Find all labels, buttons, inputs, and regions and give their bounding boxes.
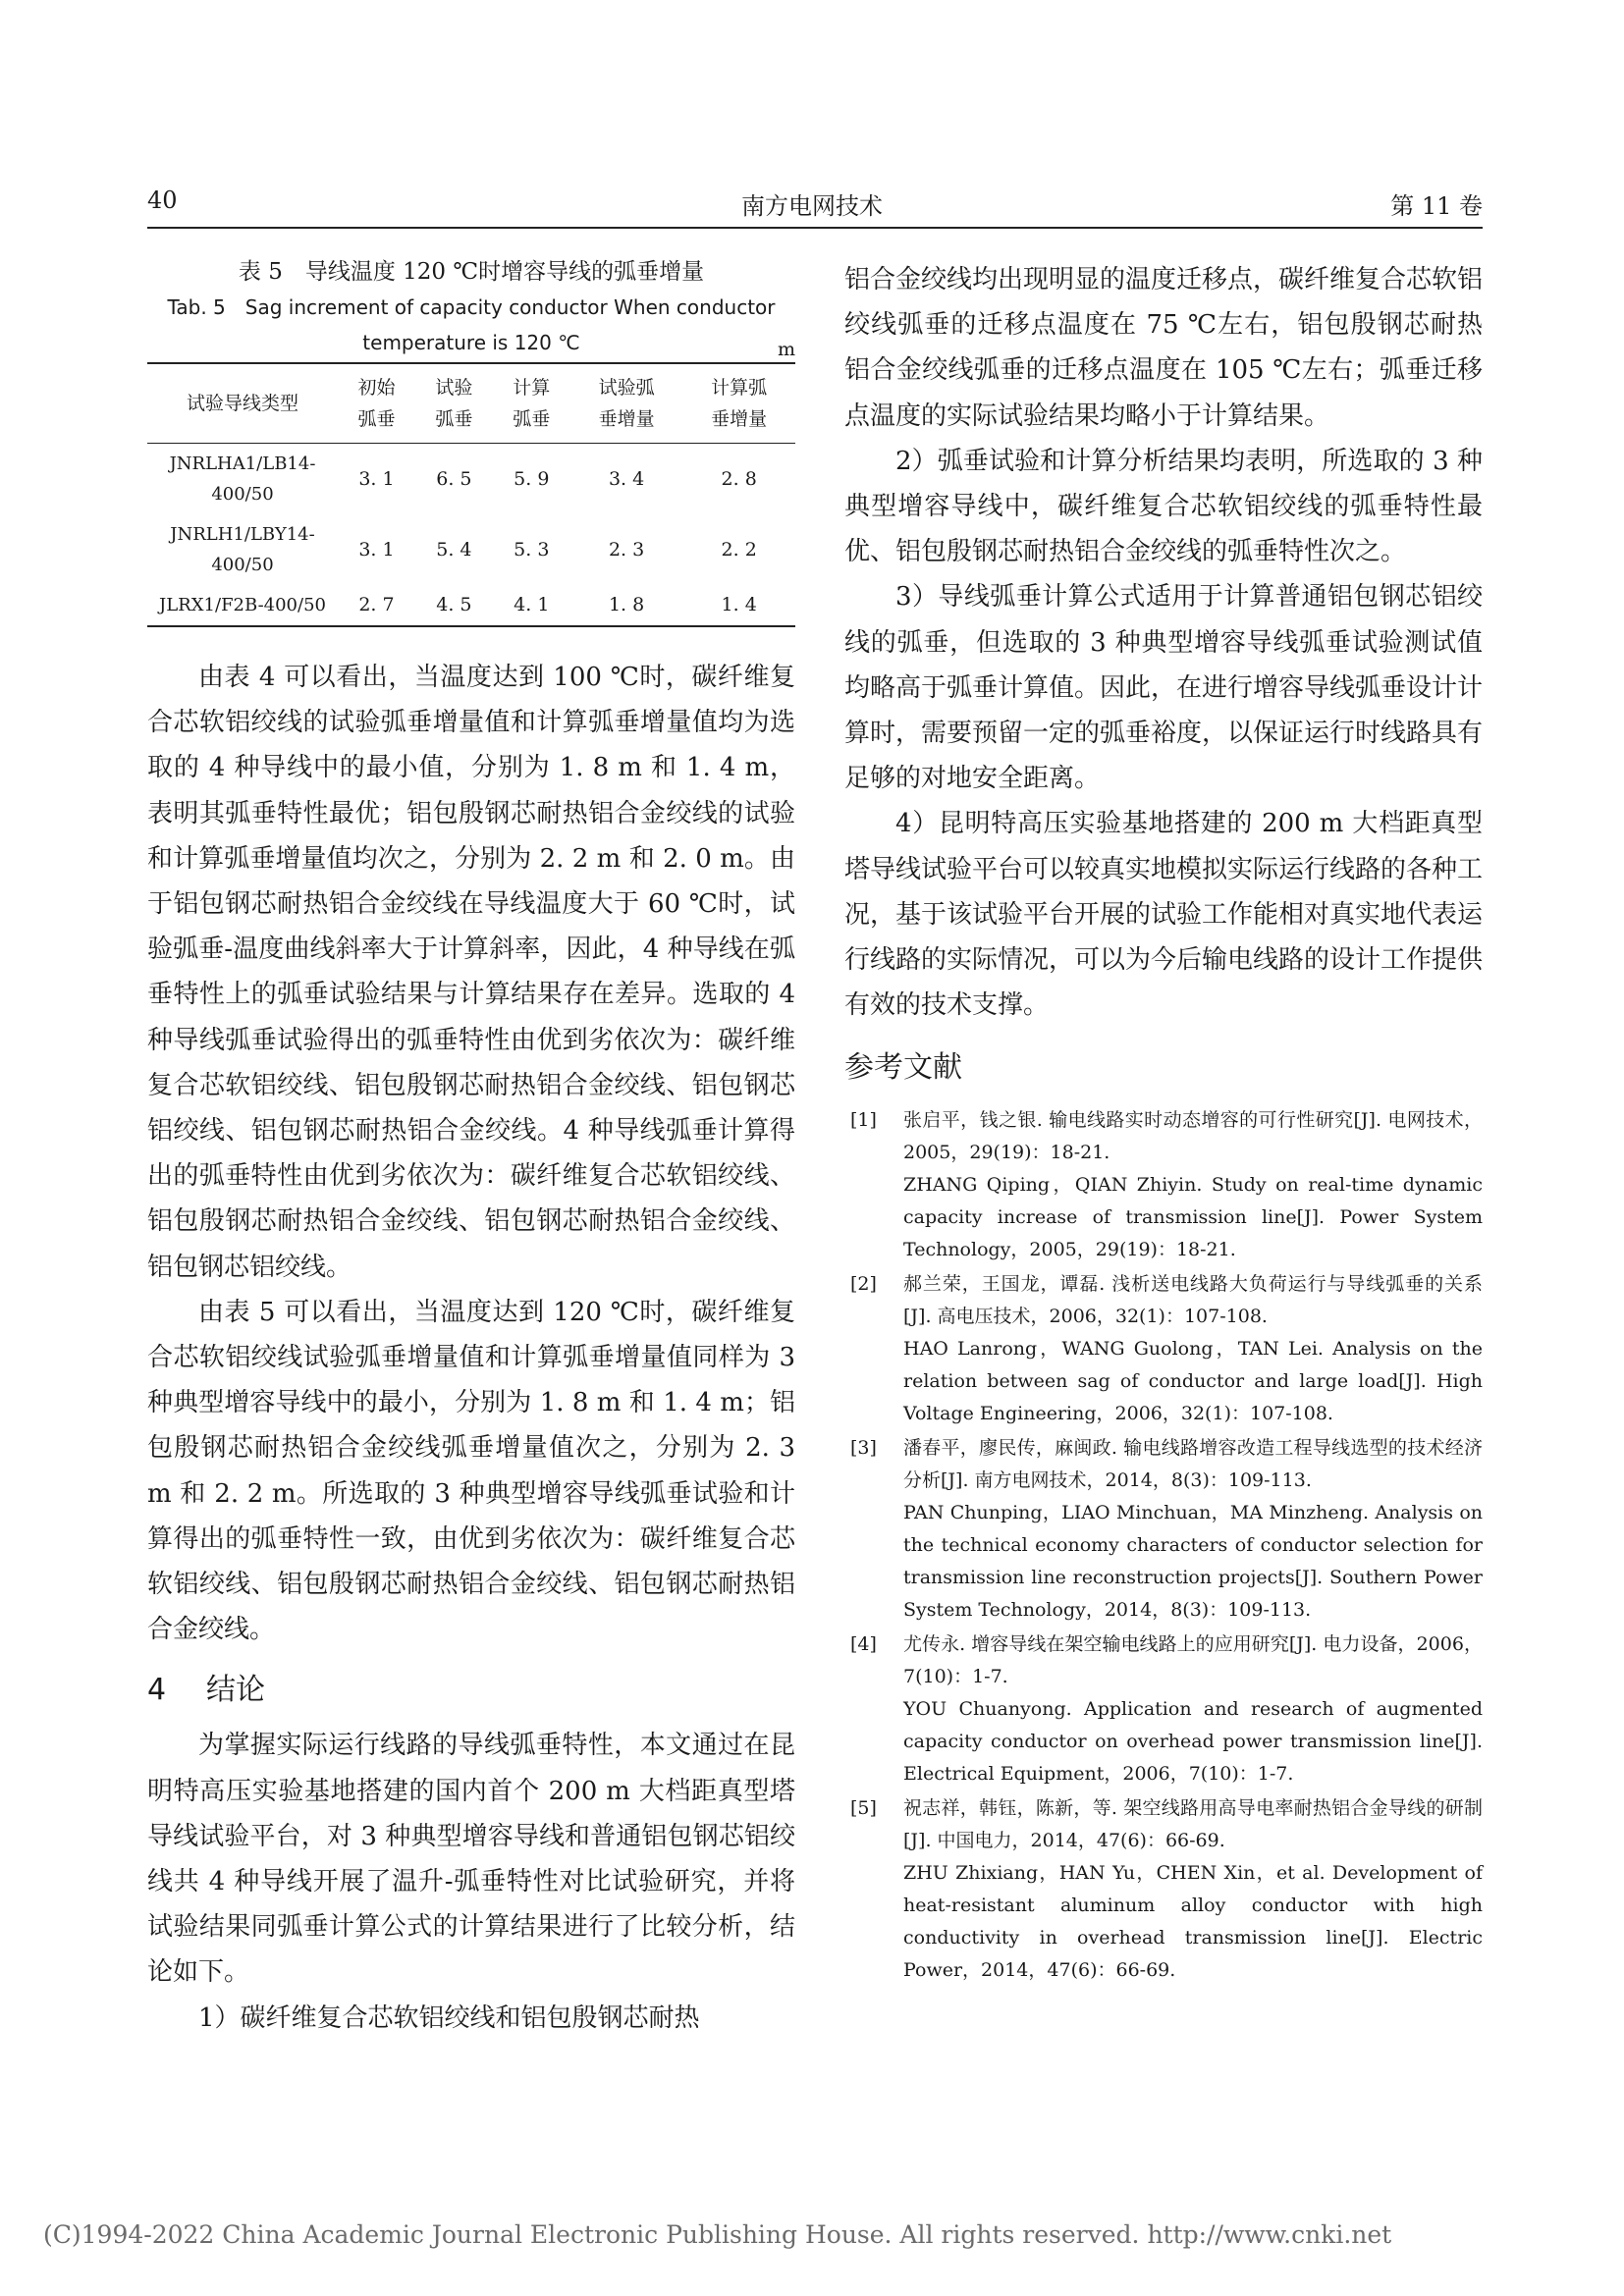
reference-en: HAO Lanrong，WANG Guolong，TAN Lei. Analysis on the relation between sag of conductor and large load[J]. High Voltage Engineering，2006，32(1)：107-108. — [903, 1338, 1483, 1425]
reference-item — [844, 1629, 1483, 1790]
left-column — [147, 253, 795, 2041]
reference-body — [903, 1792, 1483, 1987]
paragraph: 由表 4 可以看出，当温度达到 100 ℃时，碳纤维复合芯软铝绞线的试验弧垂增量值和计算弧垂增量值均为选取的 4 种导线中的最小值，分别为 1. 8 m 和 1. 4 m，表明其弧垂特性最优；铝包殷钢芯耐热铝合金绞线的试验和计算弧垂增量值均次之，分别为 2. 2 m 和 2. 0 m。由于铝包钢芯耐热铝合金绞线在导线温度大于 60 ℃时，试验弧垂-温度曲线斜率大于计算斜率，因此，4 种导线在弧垂特性上的弧垂试验结果与计算结果存在差异。选取的 4 种导线弧垂试验得出的弧垂特性由优到劣依次为：碳纤维复合芯软铝绞线、铝包殷钢芯耐热铝合金绞线、铝包钢芯铝绞线、铝包钢芯耐热铝合金绞线。4 种导线弧垂计算得出的弧垂特性由优到劣依次为：碳纤维复合芯软铝绞线、铝包殷钢芯耐热铝合金绞线、铝包钢芯耐热铝合金绞线、铝包钢芯铝绞线。 — [147, 663, 795, 1282]
reference-item — [844, 1104, 1483, 1266]
table-body — [147, 444, 795, 627]
reference-cn: 尤传永. 增容导线在架空输电线路上的应用研究[J]. 电力设备，2006，7(10)：1-7. — [903, 1633, 1483, 1688]
table-cell-value: 2. 2 — [721, 538, 757, 561]
table-cell-conductor: JLRX1/F2B-400/50 — [159, 595, 326, 615]
right-text-block — [844, 257, 1483, 1028]
reference-cn: 祝志祥，韩钰，陈新，等. 架空线路用高导电率耐热铝合金导线的研制[J]. 中国电力，2014，47(6)：66-69. — [903, 1797, 1483, 1852]
table-cell-value: 5. 9 — [514, 467, 550, 490]
paragraph: 3）导线弧垂计算公式适用于计算普通铝包钢芯铝绞线的弧垂，但选取的 3 种典型增容导线弧垂试验测试值均略高于弧垂计算值。因此，在进行增容导线弧垂设计计算时，需要预留一定的弧垂裕度，以保证运行时线路具有足够的对地安全距离。 — [844, 582, 1484, 794]
table-cell-value: 3. 1 — [358, 538, 395, 561]
journal-name: 南方电网技术 — [741, 192, 883, 220]
table-row — [147, 444, 795, 515]
table-header-cell: 试验弧 垂增量 — [598, 377, 655, 430]
table-cell-value: 2. 3 — [608, 538, 645, 561]
section-4-text — [147, 1723, 795, 2040]
table-header-cell: 计算 弧垂 — [513, 377, 551, 430]
section-number: 4 — [147, 1673, 167, 1708]
right-column — [844, 257, 1483, 1989]
copyright-footer: (C)1994-2022 China Academic Journal Electronic Publishing House. All rights reserved. http://www.cnki.net — [43, 2220, 1392, 2249]
page-number: 40 — [147, 187, 178, 214]
table-header-cell: 试验导线类型 — [186, 393, 298, 414]
table-header-cell: 初始 弧垂 — [357, 377, 396, 430]
references-title: 参考文献 — [844, 1050, 962, 1086]
header-rule — [147, 227, 1483, 229]
paragraph: 4）昆明特高压实验基地搭建的 200 m 大档距真型塔导线试验平台可以较真实地模拟实际运行线路的各种工况，基于该试验平台开展的试验工作能相对真实地代表运行线路的实际情况，可以为今后输电线路的设计工作提供有效的技术支撑。 — [844, 809, 1484, 1021]
reference-list — [844, 1104, 1483, 1987]
reference-item — [844, 1432, 1483, 1627]
reference-number: [4] — [850, 1633, 877, 1656]
table-header-cell: 试验 弧垂 — [435, 377, 473, 430]
reference-en: YOU Chuanyong. Application and research of augmented capacity conductor on overhead power transmission line[J]. Electrical Equipment，2006，7(10)：1-7. — [903, 1698, 1483, 1786]
table-cell-conductor: JNRLHA1/LB14- 400/50 — [169, 454, 316, 505]
table-cell-value: 2. 8 — [721, 467, 757, 490]
reference-cn: 郝兰荣，王国龙，谭磊. 浅析送电线路大负荷运行与导线弧垂的关系[J]. 高电压技术，2006，32(1)：107-108. — [903, 1273, 1483, 1328]
paragraph: 铝合金绞线均出现明显的温度迁移点，碳纤维复合芯软铝绞线弧垂的迁移点温度在 75 ℃左右，铝包殷钢芯耐热铝合金绞线弧垂的迁移点温度在 105 ℃左右；弧垂迁移点温度的实际试验结果均略小于计算结果。 — [844, 265, 1484, 431]
reference-cn: 潘春平，廖民传，麻闽政. 输电线路增容改造工程导线选型的技术经济分析[J]. 南方电网技术，2014，8(3)：109-113. — [903, 1437, 1483, 1492]
section-title: 结论 — [206, 1673, 265, 1708]
sag-increment-table — [147, 362, 795, 627]
reference-item — [844, 1792, 1483, 1987]
table-cell-value: 5. 3 — [514, 538, 550, 561]
reference-body — [903, 1104, 1483, 1266]
table-header-row — [147, 363, 795, 444]
paragraph: 1）碳纤维复合芯软铝绞线和铝包殷钢芯耐热 — [198, 2002, 700, 2033]
reference-body — [903, 1268, 1483, 1430]
paragraph: 由表 5 可以看出，当温度达到 120 ℃时，碳纤维复合芯软铝绞线试验弧垂增量值和计算弧垂增量值同样为 3 种典型增容导线中的最小，分别为 1. 8 m 和 1. 4 m；铝包殷钢芯耐热铝合金绞线弧垂增量值次之，分别为 2. 3 m 和 2. 2 m。所选取的 3 种典型增容导线弧垂试验和计算得出的弧垂特性一致，由优到劣依次为：碳纤维复合芯软铝绞线、铝包殷钢芯耐热铝合金绞线、铝包钢芯耐热铝合金绞线。 — [147, 1297, 795, 1645]
reference-cn: 张启平，钱之银. 输电线路实时动态增容的可行性研究[J]. 电网技术，2005，29(19)：18-21. — [903, 1109, 1483, 1164]
table-cell-value: 6. 5 — [436, 467, 472, 490]
reference-en: PAN Chunping，LIAO Minchuan，MA Minzheng. Analysis on the technical economy characters of conductor selection for transmission line reconstruction projects[J]. Southern Power System Technology，2014，8(3)：109-113. — [903, 1502, 1483, 1622]
volume-label: 第 11 卷 — [1390, 192, 1483, 220]
table-row — [147, 514, 795, 585]
table-caption-en-line2: temperature is 120 ℃ — [362, 331, 580, 354]
table-cell-conductor: JNRLH1/LBY14- 400/50 — [170, 524, 315, 575]
table-cell-value: 3. 4 — [608, 467, 645, 490]
reference-body — [903, 1432, 1483, 1627]
table-cell-value: 1. 4 — [721, 594, 757, 615]
table-cell-value: 4. 5 — [436, 594, 472, 615]
table-cell-value: 4. 1 — [514, 594, 550, 615]
table-cell-value: 2. 7 — [358, 594, 395, 615]
table-cell-value: 3. 1 — [358, 467, 395, 490]
reference-number: [5] — [850, 1797, 877, 1820]
table-caption-en-line1: Tab. 5 Sag increment of capacity conductor When conductor — [167, 295, 776, 319]
reference-body — [903, 1629, 1483, 1790]
reference-item — [844, 1268, 1483, 1430]
paragraph: 2）弧垂试验和计算分析结果均表明，所选取的 3 种典型增容导线中，碳纤维复合芯软铝绞线的弧垂特性最优、铝包殷钢芯耐热铝合金绞线的弧垂特性次之。 — [844, 446, 1483, 567]
reference-number: [3] — [850, 1437, 877, 1460]
table-cell-value: 5. 4 — [436, 538, 472, 561]
reference-en: ZHANG Qiping，QIAN Zhiyin. Study on real-time dynamic capacity increase of transmission line[J]. Power System Technology，2005，29(19)：18-21. — [903, 1174, 1483, 1261]
reference-number: [1] — [850, 1109, 877, 1132]
table-header-cell: 计算弧 垂增量 — [711, 377, 768, 430]
paragraph: 为掌握实际运行线路的导线弧垂特性，本文通过在昆明特高压实验基地搭建的国内首个 200 m 大档距真型塔导线试验平台，对 3 种典型增容导线和普通铝包钢芯铝绞线共 4 种导线开展了温升-弧垂特性对比试验研究，并将试验结果同弧垂计算公式的计算结果进行了比较分析，结论如下。 — [147, 1731, 795, 1988]
left-text-block — [147, 655, 795, 1652]
reference-en: ZHU Zhixiang，HAN Yu，CHEN Xin，et al. Development of heat-resistant aluminum alloy conductor with high conductivity in overhead transmission line[J]. Electric Power，2014，47(6)：66-69. — [903, 1862, 1483, 1982]
table-caption-cn: 表 5 导线温度 120 ℃时增容导线的弧垂增量 — [238, 259, 705, 285]
table-unit: m — [777, 339, 795, 360]
section-4-heading — [147, 1668, 795, 1713]
reference-number: [2] — [850, 1273, 877, 1296]
table-row — [147, 585, 795, 626]
table-cell-value: 1. 8 — [608, 594, 645, 615]
